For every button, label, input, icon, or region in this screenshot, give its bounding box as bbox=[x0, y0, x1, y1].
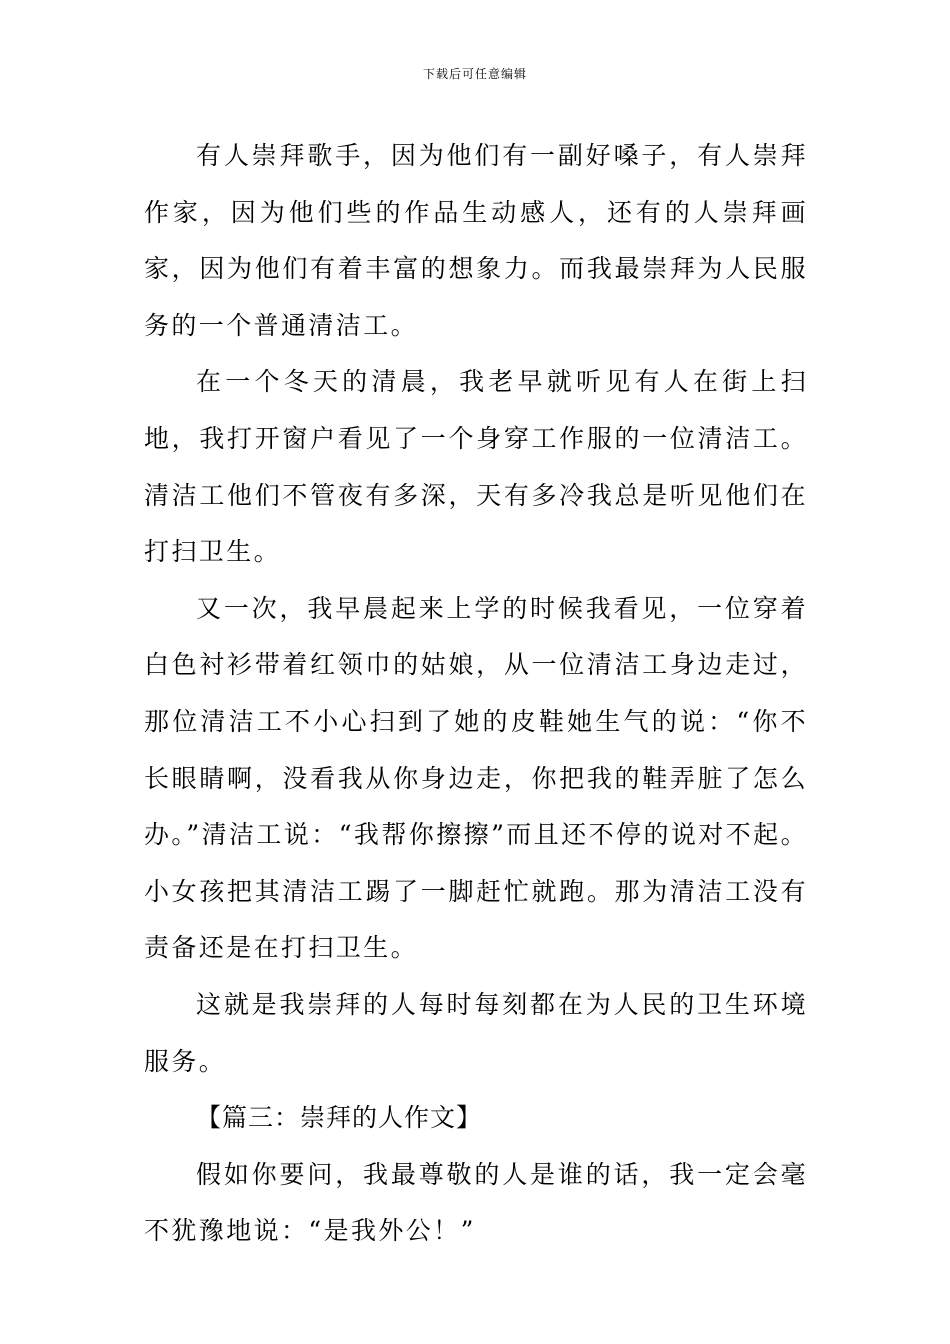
essay-body bbox=[144, 128, 808, 1260]
paragraph-grandfather-intro: 假如你要问，我最尊敬的人是谁的话，我一定会毫不犹豫地说：“是我外公！” bbox=[144, 1159, 808, 1246]
paragraph-worship-cleaner-intro: 有人崇拜歌手，因为他们有一副好嗓子，有人崇拜作家，因为他们些的作品生动感人，还有的人崇拜画家，因为他们有着丰富的想象力。而我最崇拜为人民服务的一个普通清洁工。 bbox=[144, 141, 808, 340]
paragraph-winter-morning: 在一个冬天的清晨，我老早就听见有人在街上扫地，我打开窗户看见了一个身穿工作服的一位清洁工。清洁工他们不管夜有多深，天有多冷我总是听见他们在打扫卫生。 bbox=[144, 367, 808, 567]
page-header-note: 下载后可任意编辑 bbox=[422, 67, 527, 81]
section-heading: 【篇三：崇拜的人作文】 bbox=[196, 1103, 483, 1133]
paragraph-conclusion: 这就是我崇拜的人每时每刻都在为人民的卫生环境服务。 bbox=[144, 989, 808, 1076]
paragraph-girl-incident: 又一次，我早晨起来上学的时候我看见，一位穿着白色衬衫带着红领巾的姑娘，从一位清洁工身边走过，那位清洁工不小心扫到了她的皮鞋她生气的说：“你不长眼睛啊，没看我从你身边走，你把我的鞋弄脏了怎么办。”清洁工说：“我帮你擦擦”而且还不停的说对不起。小女孩把其清洁工踢了一脚赶忙就跑。那为清洁工没有责备还是在打扫卫生。 bbox=[144, 593, 808, 963]
